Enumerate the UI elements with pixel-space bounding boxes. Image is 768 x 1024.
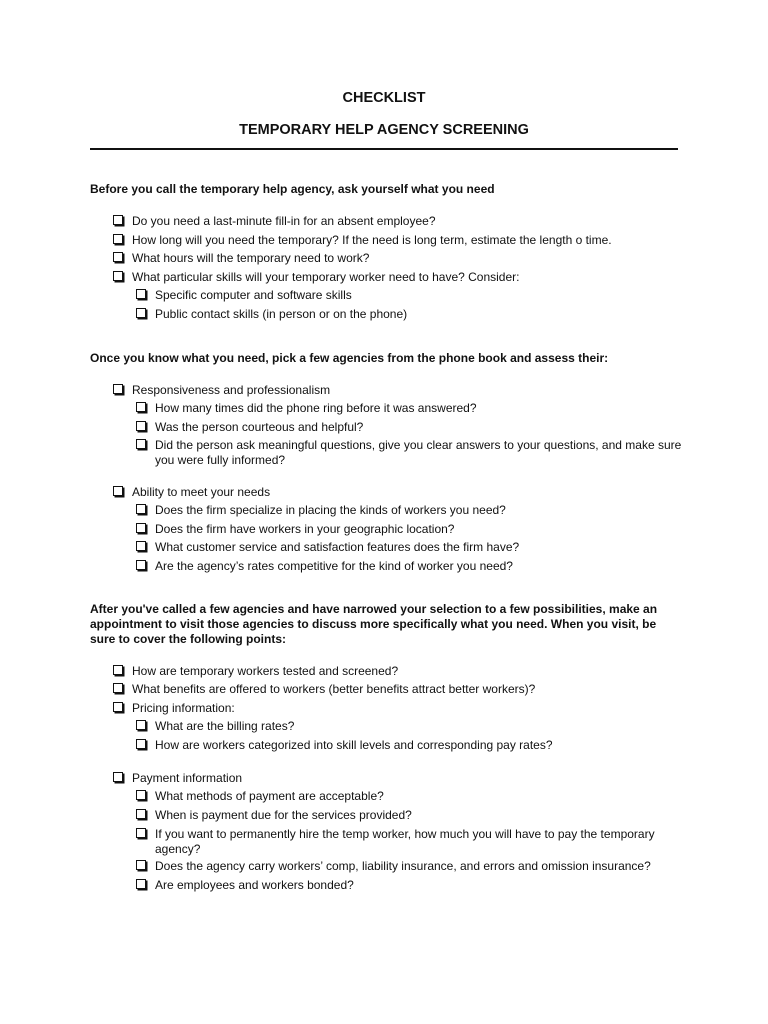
checkbox-icon[interactable] <box>113 271 123 281</box>
checklist-item <box>113 664 683 679</box>
checkbox-icon[interactable] <box>113 215 123 225</box>
checklist-item <box>113 214 683 229</box>
checklist-item <box>113 251 683 266</box>
checklist-item-label: What are the billing rates? <box>155 719 295 733</box>
checkbox-icon[interactable] <box>136 308 146 318</box>
checkbox-icon[interactable] <box>113 702 123 712</box>
checklist-subitem <box>136 288 684 303</box>
checklist-item-label: Specific computer and software skills <box>155 288 352 302</box>
checklist-item-label: When is payment due for the services provided? <box>155 808 412 822</box>
checklist-item-label: Does the agency carry workers’ comp, liability insurance, and errors and omission insurance? <box>155 859 651 873</box>
checkbox-icon[interactable] <box>113 683 123 693</box>
checkbox-icon[interactable] <box>113 384 123 394</box>
checklist-item-label: How long will you need the temporary? If the need is long term, estimate the length o time. <box>132 233 612 247</box>
checklist-subitem <box>136 559 684 574</box>
checkbox-icon[interactable] <box>136 560 146 570</box>
document-subtitle: TEMPORARY HELP AGENCY SCREENING <box>239 122 529 138</box>
checklist-item-label: Public contact skills (in person or on the phone) <box>155 307 408 321</box>
checklist-item <box>113 701 683 716</box>
checkbox-icon[interactable] <box>136 421 146 431</box>
checklist-item <box>113 233 683 248</box>
checkbox-icon[interactable] <box>136 790 146 800</box>
checklist-subitem <box>136 789 684 804</box>
checkbox-icon[interactable] <box>136 504 146 514</box>
checklist-item-label: Pricing information: <box>132 701 235 715</box>
checklist-item <box>113 485 683 500</box>
checkbox-icon[interactable] <box>136 523 146 533</box>
checklist-subitem <box>136 522 684 537</box>
checklist-item-label: What benefits are offered to workers (better benefits attract better workers)? <box>132 682 536 696</box>
checklist-subitem <box>136 401 684 416</box>
checkbox-icon[interactable] <box>136 720 146 730</box>
checklist-subitem <box>136 808 684 823</box>
checklist-item-label: What methods of payment are acceptable? <box>155 789 384 803</box>
checklist-item-label: Does the firm have workers in your geographic location? <box>155 522 455 536</box>
checklist-item-label: Payment information <box>132 771 243 785</box>
checklist-item-label: How many times did the phone ring before it was answered? <box>155 401 477 415</box>
checkbox-icon[interactable] <box>136 879 146 889</box>
checkbox-icon[interactable] <box>113 252 123 262</box>
checklist-item-label: Ability to meet your needs <box>132 485 271 499</box>
checklist-subitem <box>136 859 684 874</box>
checklist-item-label: Did the person ask meaningful questions, give you clear answers to your questions, and make sure you were fully informed? <box>155 438 682 467</box>
section-heading: After you've called a few agencies and have narrowed your selection to a few possibilities, make an appointment to visit those agencies to discuss more specifically what you need. When you visit, be sure to cover the following points: <box>90 602 658 646</box>
checklist-subitem <box>136 438 684 467</box>
checklist-item-label: How are temporary workers tested and screened? <box>132 664 399 678</box>
checkbox-icon[interactable] <box>136 809 146 819</box>
checklist-item <box>113 270 683 285</box>
checkbox-icon[interactable] <box>113 234 123 244</box>
checklist-item-label: Responsiveness and professionalism <box>132 383 331 397</box>
checklist-item <box>113 383 683 398</box>
checklist-item-label: Do you need a last-minute fill-in for an absent employee? <box>132 214 436 228</box>
checklist-subitem <box>136 503 684 518</box>
checklist-item-label: Are the agency’s rates competitive for the kind of worker you need? <box>155 559 513 573</box>
checklist-subitem <box>136 540 684 555</box>
checklist-item <box>113 682 683 697</box>
checkbox-icon[interactable] <box>136 828 146 838</box>
checklist-item-label: Does the firm specialize in placing the kinds of workers you need? <box>155 503 506 517</box>
section-heading: Once you know what you need, pick a few agencies from the phone book and assess their: <box>90 351 609 365</box>
checkbox-icon[interactable] <box>113 486 123 496</box>
checklist-item-label: Are employees and workers bonded? <box>155 878 354 892</box>
checklist-item <box>113 771 683 786</box>
checklist-subitem <box>136 420 684 435</box>
checkbox-icon[interactable] <box>113 772 123 782</box>
checklist-subitem <box>136 307 684 322</box>
checklist-subitem <box>136 738 684 753</box>
checkbox-icon[interactable] <box>136 739 146 749</box>
title-divider <box>90 148 678 150</box>
checklist-subitem <box>136 719 684 734</box>
checklist-item-label: What particular skills will your temporary worker need to have? Consider: <box>132 270 520 284</box>
checkbox-icon[interactable] <box>136 541 146 551</box>
document-title: CHECKLIST <box>342 90 426 106</box>
checkbox-icon[interactable] <box>136 402 146 412</box>
checkbox-icon[interactable] <box>136 289 146 299</box>
section-heading: Before you call the temporary help agency, ask yourself what you need <box>90 182 495 196</box>
checkbox-icon[interactable] <box>136 860 146 870</box>
checklist-subitem <box>136 878 684 893</box>
checklist-subitem <box>136 827 684 856</box>
checkbox-icon[interactable] <box>113 665 123 675</box>
checklist-item-label: What customer service and satisfaction features does the firm have? <box>155 540 520 554</box>
checkbox-icon[interactable] <box>136 439 146 449</box>
checklist-item-label: Was the person courteous and helpful? <box>155 420 364 434</box>
checklist-item-label: How are workers categorized into skill levels and corresponding pay rates? <box>155 738 553 752</box>
checklist-item-label: If you want to permanently hire the temp worker, how much you will have to pay the temporary agency? <box>155 827 655 856</box>
checklist-item-label: What hours will the temporary need to work? <box>132 251 370 265</box>
